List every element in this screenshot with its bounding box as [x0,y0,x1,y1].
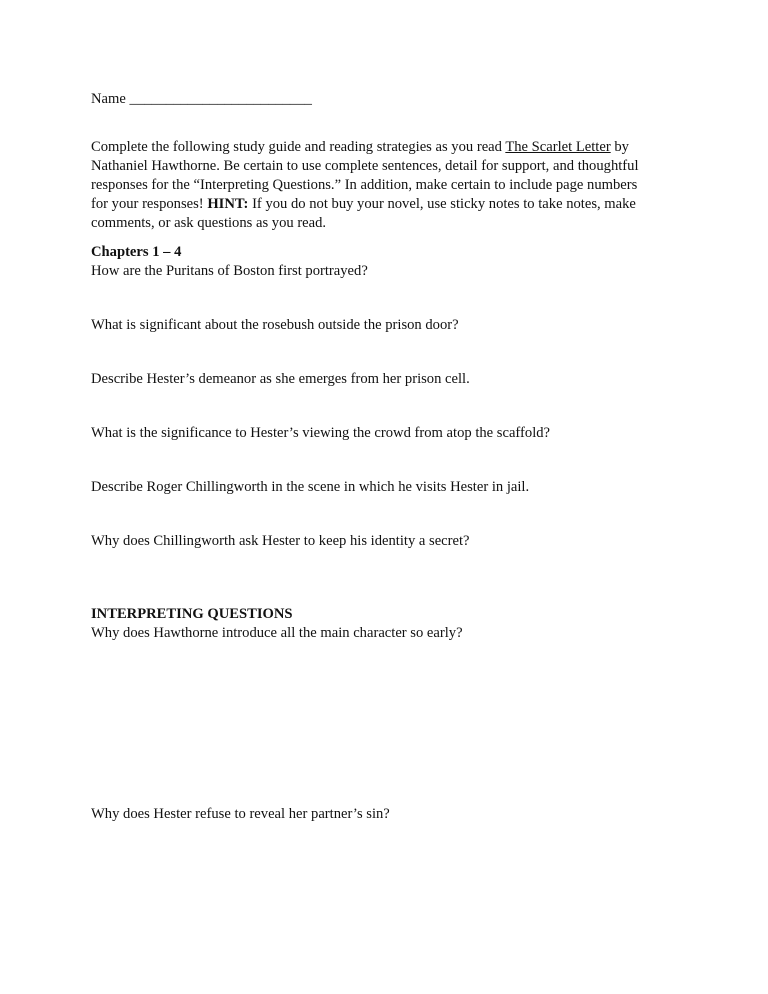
name-field[interactable] [91,90,312,109]
intro-text: Nathaniel Hawthorne. Be certain to use complete sentences, detail for support, and thoughtful [91,158,639,174]
name-blank[interactable]: _________________________ [129,91,312,107]
section-heading: INTERPRETING QUESTIONS [91,606,293,622]
book-title: The Scarlet Letter [505,139,611,155]
intro-text: Complete the following study guide and reading strategies as you read [91,139,506,155]
question: What is significant about the rosebush outside the prison door? [91,317,459,333]
section-heading: Chapters 1 – 4 [91,244,182,260]
hint-label: HINT: [207,196,249,212]
intro-paragraph [91,138,639,233]
question: How are the Puritans of Boston first portrayed? [91,263,368,279]
question: What is the significance to Hester’s viewing the crowd from atop the scaffold? [91,425,551,441]
name-label: Name [91,91,126,107]
question: Describe Hester’s demeanor as she emerges from her prison cell. [91,371,470,387]
intro-text: If you do not buy your novel, use sticky notes to take notes, make [248,196,636,212]
intro-text: comments, or ask questions as you read. [91,215,327,231]
question: Why does Hester refuse to reveal her partner’s sin? [91,806,390,822]
question: Describe Roger Chillingworth in the scene in which he visits Hester in jail. [91,479,530,495]
intro-text: by [610,139,629,155]
intro-text: responses for the “Interpreting Questions.” In addition, make certain to include page numbers [91,177,638,193]
question: Why does Hawthorne introduce all the main character so early? [91,625,463,641]
question: Why does Chillingworth ask Hester to keep his identity a secret? [91,533,470,549]
intro-text: for your responses! [91,196,208,212]
